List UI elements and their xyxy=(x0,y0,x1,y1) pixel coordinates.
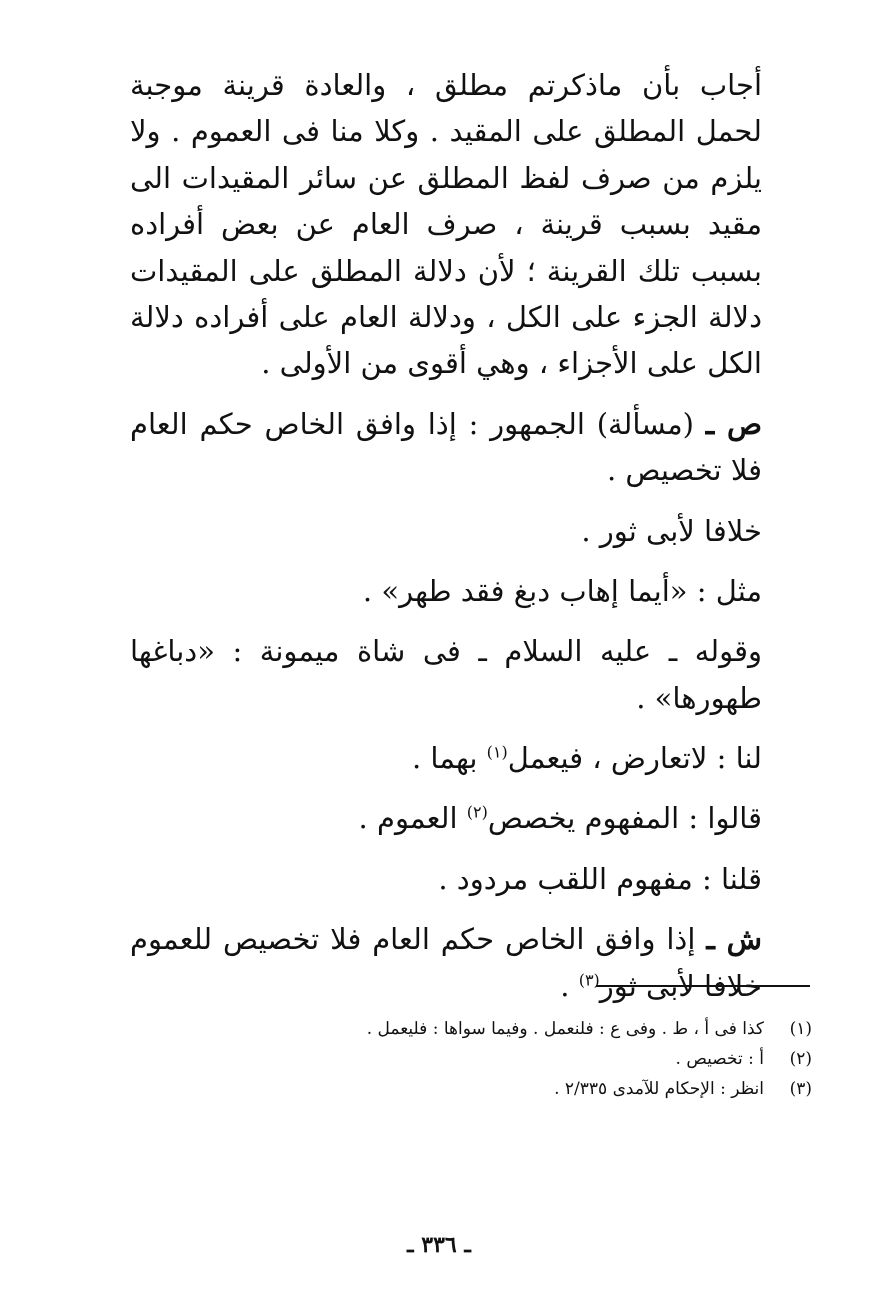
paragraph-answer: أجاب بأن ماذكرتم مطلق ، والعادة قرينة موجبة لحمل المطلق على المقيد . وكلا منا فى العموم . ولا يلزم من صرف لفظ المطلق عن سائر المقيدات الى مقيد بسبب قرينة ، صرف العام عن بعض أفراده بسبب تلك القرينة ؛ لأن دلالة المطلق على المقيدات دلالة الجزء على الكل ، ودلالة العام على أفراده دلالة الكل على الأجزاء ، وهي أقوى من الأولى . xyxy=(130,68,762,381)
footnote-item xyxy=(112,1045,812,1075)
footnote-ref-2: (٢) xyxy=(466,802,488,822)
commentary-text: إذا وافق الخاص حكم العام فلا تخصيص للعموم خلافا لأبى ثور xyxy=(130,922,762,1003)
page-number: ـ ٣٣٦ ـ xyxy=(407,1232,471,1258)
footnote-text: انظر : الإحكام للآمدى ٢/٣٣٥ . xyxy=(554,1078,764,1099)
line-disagreement: خلافا لأبى ثور . xyxy=(581,513,762,548)
commentary-end: . xyxy=(560,968,579,1003)
footnotes xyxy=(112,1015,812,1104)
footnote-item xyxy=(112,1075,812,1105)
line-they-said xyxy=(130,795,810,841)
line-hadith-maymuna: وقوله ـ عليه السلام ـ فى شاة ميمونة : «دباغها طهورها» . xyxy=(130,634,762,715)
line-we-said: قلنا : مفهوم اللقب مردود . xyxy=(438,861,762,896)
footnote-divider xyxy=(596,985,810,987)
text-marker-sad: ص ـ xyxy=(705,406,763,441)
footnote-ref-3: (٣) xyxy=(578,969,600,989)
our-argument-text: لنا : لاتعارض ، فيعمل xyxy=(507,741,762,776)
footnote-text: أ : تخصيص . xyxy=(675,1048,764,1069)
line-our-argument xyxy=(130,735,810,781)
footnote-number: (٢) xyxy=(789,1048,812,1069)
issue-text: (مسألة) الجمهور : إذا وافق الخاص حكم العام فلا تخصيص . xyxy=(130,406,762,488)
footnote-number: (١) xyxy=(789,1019,812,1039)
footnote-item xyxy=(112,1015,812,1045)
line-example: مثل : «أيما إهاب دبغ فقد طهر» . xyxy=(362,573,762,608)
they-said-end: العموم . xyxy=(358,801,467,836)
main-text xyxy=(130,62,810,1009)
our-argument-end: بهما . xyxy=(411,741,487,776)
paragraph-commentary xyxy=(130,916,810,1009)
they-said-text: قالوا : المفهوم يخصص xyxy=(487,801,762,836)
footnote-number: (٣) xyxy=(789,1078,812,1099)
paragraph-issue xyxy=(130,401,810,494)
footnote-ref-1: (١) xyxy=(486,742,508,762)
text-marker-shin: ش ـ xyxy=(706,922,762,957)
footnote-text: كذا فى أ ، ط . وفى ع : فلنعمل . وفيما سواها : فليعمل . xyxy=(366,1019,764,1039)
